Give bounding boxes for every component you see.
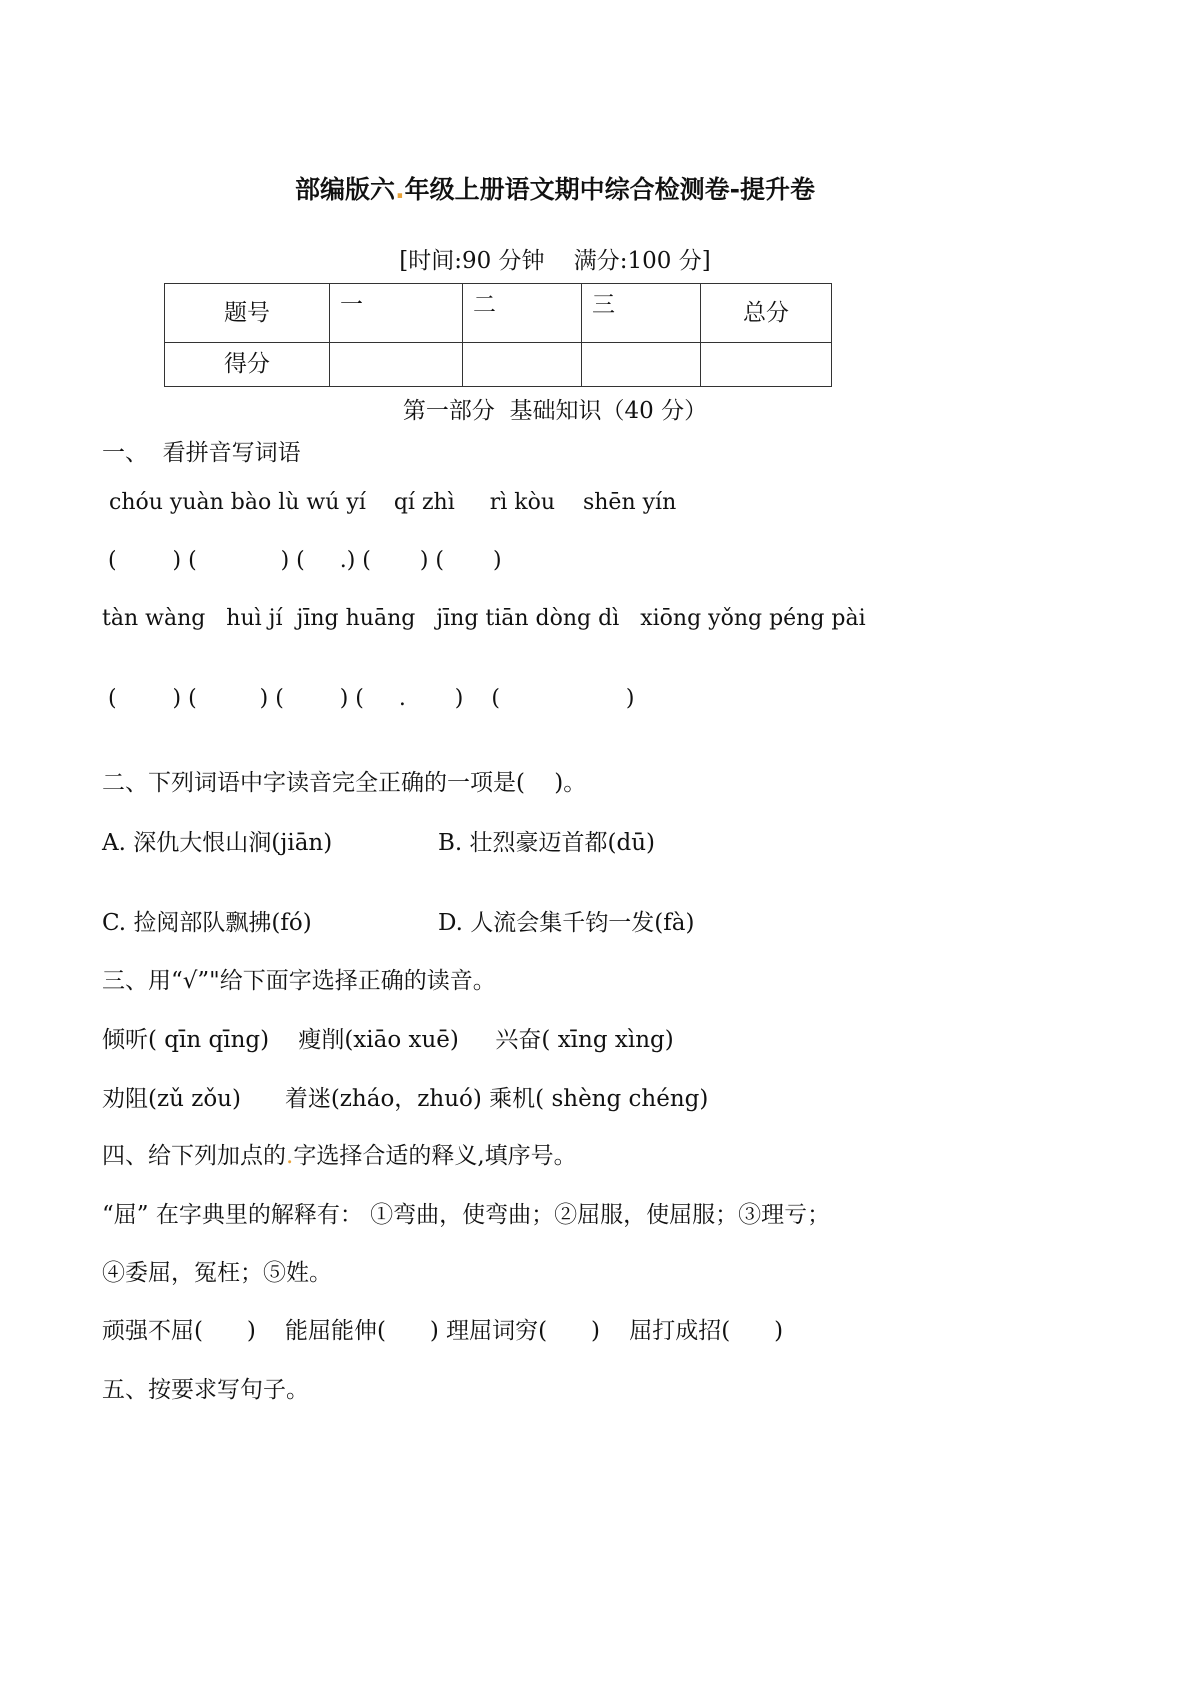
- title-text-start: 部编版六: [295, 175, 396, 204]
- q4-heading-start: 四、给下列加点的: [102, 1143, 286, 1169]
- score-table-header-row: [165, 284, 832, 343]
- question-5-heading: 五、按要求写句子。: [102, 1377, 309, 1403]
- score-cell-section-one[interactable]: [330, 343, 463, 387]
- option-a: A. 深仇大恨山涧(jiān): [102, 830, 333, 856]
- idiom-answer-items[interactable]: 顽强不屈( ) 能屈能伸( ) 理屈词穷( ) 屈打成招( ): [102, 1318, 784, 1344]
- pronunciation-row-1: 倾听( qīn qīng) 瘦削(xiāo xuē) 兴奋( xīng xìng): [102, 1027, 674, 1053]
- exam-title: [0, 170, 1110, 206]
- score-table-cell: [330, 284, 463, 343]
- question-1-heading: 一、 看拼音写词语: [102, 440, 301, 466]
- label-score: 得分: [224, 351, 270, 377]
- section-three-label: 三: [592, 292, 615, 318]
- score-table: [164, 283, 832, 387]
- score-table-score-row: [165, 343, 832, 387]
- orange-dot-mark: .: [286, 1143, 294, 1169]
- question-4-heading: [102, 1137, 577, 1170]
- question-3-heading: 三、用“√”"给下面字选择正确的读音。: [102, 968, 496, 994]
- pinyin-row-2: tàn wàng huì jí jīng huāng jīng tiān dòng dì xiōng yǒng péng pài: [102, 606, 866, 631]
- total-score-label: 总分: [743, 300, 789, 326]
- score-table-cell: [165, 343, 330, 387]
- question-2-heading: 二、下列词语中字读音完全正确的一项是( )。: [102, 770, 587, 796]
- exam-time-score-info: [时间:90 分钟 满分:100 分]: [399, 248, 711, 274]
- part-one-heading: 第一部分 基础知识（40 分）: [402, 398, 708, 424]
- option-c: C. 捡阅部队飘拂(fó): [102, 910, 312, 936]
- score-table-cell: [165, 284, 330, 343]
- option-d: D. 人流会集千钧一发(fà): [438, 910, 695, 936]
- q4-heading-end: 字选择合适的释义,填序号。: [293, 1143, 577, 1169]
- pronunciation-row-2: 劝阻(zǔ zǒu) 着迷(zháo，zhuó) 乘机( shèng chéng): [102, 1086, 709, 1112]
- score-table-cell: [582, 284, 701, 343]
- score-cell-section-three[interactable]: [582, 343, 701, 387]
- title-text-end: 年级上册语文期中综合检测卷-提升卷: [404, 175, 815, 204]
- score-cell-total[interactable]: [701, 343, 832, 387]
- orange-dot-mark: .: [395, 175, 405, 204]
- definition-line-2: ④委屈，冤枉；⑤姓。: [102, 1260, 332, 1286]
- section-two-label: 二: [473, 292, 496, 318]
- score-table-cell: [701, 284, 832, 343]
- definition-line-1: “屈” 在字典里的解释有： ①弯曲，使弯曲；②屈服，使屈服；③理亏；: [102, 1202, 831, 1228]
- answer-blanks-row-1[interactable]: ( ) ( ) ( .) ( ) ( ): [108, 548, 502, 573]
- pinyin-row-1: chóu yuàn bào lù wú yí qí zhì rì kòu shēn yín: [102, 490, 677, 515]
- score-table-cell: [463, 284, 582, 343]
- answer-blanks-row-2[interactable]: ( ) ( ) ( ) ( . ) ( ): [108, 686, 635, 711]
- section-one-label: 一: [340, 292, 363, 318]
- label-question-number: 题号: [224, 300, 270, 326]
- score-cell-section-two[interactable]: [463, 343, 582, 387]
- option-b: B. 壮烈豪迈首都(dū): [438, 830, 656, 856]
